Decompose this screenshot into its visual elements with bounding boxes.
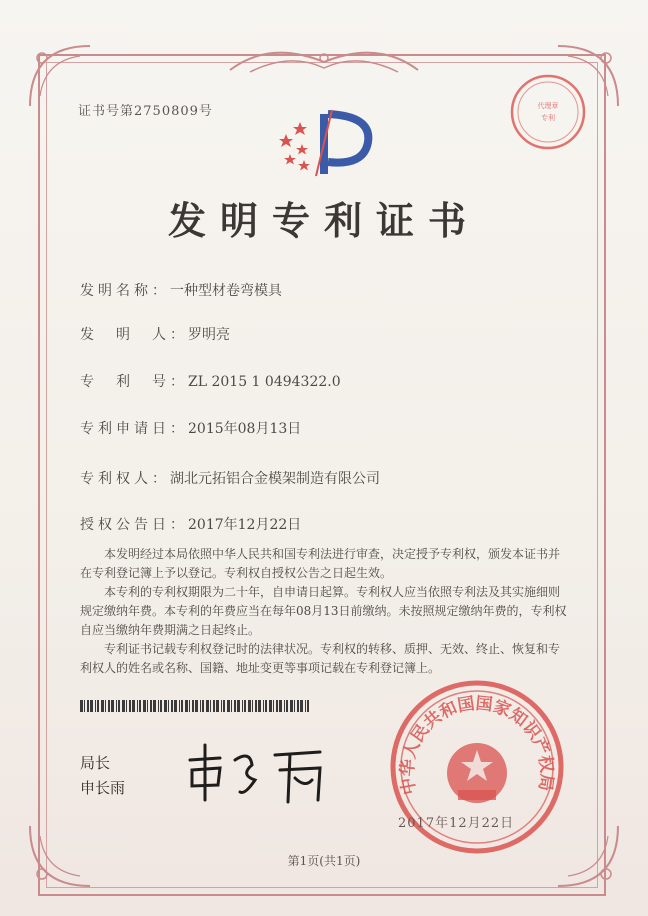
filing-date-label: 专利申请日： (80, 421, 188, 437)
body-paragraph: 本专利的专利权期限为二十年，自申请日起算。专利权人应当依照专利法及其实施细则规定缴纳年费。本专利的年费应当在每年08月13日前缴纳。未按照规定缴纳年费的，专利权自应当缴纳年费期满之日起终止。 (80, 585, 567, 637)
filing-date-value: 2015年08月13日 (188, 421, 302, 437)
inventor-value: 罗明亮 (188, 327, 230, 343)
invention-name-value: 一种型材卷弯模具 (170, 283, 282, 299)
director-name: 申长雨 (80, 779, 126, 797)
svg-text:专利: 专利 (541, 114, 555, 122)
certificate-body (80, 545, 570, 678)
grant-date-field (80, 514, 301, 534)
certificate-title: 发明专利证书 (167, 198, 480, 243)
patentee-value: 湖北元拓铝合金模架制造有限公司 (170, 471, 380, 487)
agency-stamp-icon (508, 72, 588, 152)
filing-date-field (80, 418, 301, 438)
page-number: 第1页(共1页) (287, 854, 361, 868)
certificate-number: 证书号第2750809号 (78, 104, 213, 119)
inventor-field (80, 324, 230, 344)
body-paragraph: 专利证书记载专利权登记时的法律状况。专利权的转移、质押、无效、终止、恢复和专利权人的姓名或名称、国籍、地址变更等事项记载在专利登记簿上。 (80, 642, 561, 675)
patent-number-value: ZL 2015 1 0494322.0 (188, 374, 341, 390)
cnipa-logo-icon (272, 104, 382, 180)
director-title: 局长 (80, 754, 111, 772)
barcode-icon (80, 700, 310, 712)
top-ornament-icon (220, 40, 428, 80)
patentee-label: 专利权人： (80, 471, 170, 487)
invention-name-field (80, 280, 282, 300)
body-paragraph: 本发明经过本局依照中华人民共和国专利法进行审查，决定授予专利权，颁发本证书并在专利登记簿上予以登记。专利权自授权公告之日起生效。 (80, 547, 561, 580)
director-signature-icon (180, 740, 330, 810)
issue-date: 2017年12月22日 (398, 816, 515, 831)
svg-text:代理章: 代理章 (537, 102, 559, 110)
grant-date-label: 授权公告日： (80, 517, 188, 533)
patent-number-label: 专 利 号： (80, 374, 188, 390)
grant-date-value: 2017年12月22日 (188, 517, 302, 533)
patent-number-field (80, 371, 341, 391)
patentee-field (80, 468, 380, 488)
seal-text: 中华人民共和国国家知识产权局 (397, 693, 557, 797)
inventor-label: 发 明 人： (80, 327, 188, 343)
invention-name-label: 发明名称： (80, 283, 170, 299)
